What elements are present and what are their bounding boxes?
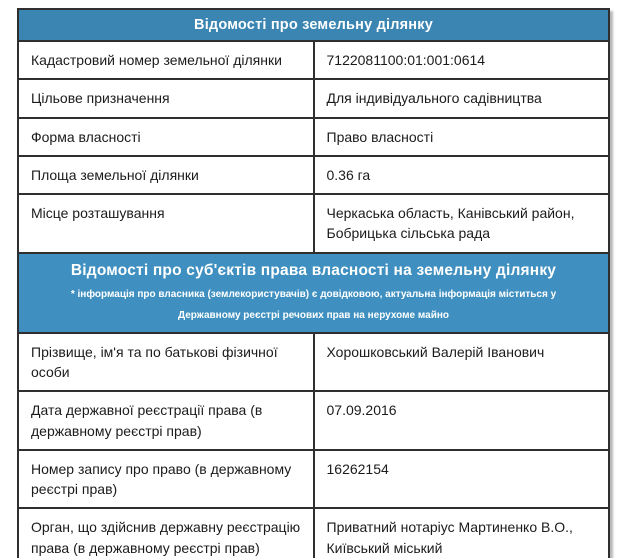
- section1-title: Відомості про земельну ділянку: [194, 17, 433, 33]
- row-label-registration-date: Дата державної реєстрації права (в державному реєстрі прав): [18, 391, 314, 450]
- table-row: [18, 79, 609, 117]
- table-row: [18, 118, 609, 156]
- row-label-owner-name: Прізвище, ім'я та по батькові фізичної особи: [18, 333, 314, 392]
- table-row: [18, 41, 609, 79]
- row-value-purpose: Для індивідуального садівництва: [314, 79, 610, 117]
- row-label-cadastral-number: Кадастровий номер земельної ділянки: [18, 41, 314, 79]
- section2-note: * інформація про власника (землекористувачів) є довідковою, актуальна інформація міститься у Державному реєстрі речових прав на нерухоме майно: [70, 288, 557, 321]
- row-value-cadastral-number: 7122081100:01:001:0614: [314, 41, 610, 79]
- table-row: [18, 508, 609, 558]
- row-label-registration-authority: Орган, що здійснив державну реєстрацію права (в державному реєстрі прав): [18, 508, 314, 558]
- row-value-registration-authority: Приватний нотаріус Мартиненко В.О., Київський міський: [314, 508, 610, 558]
- row-value-registration-date: 07.09.2016: [314, 391, 610, 450]
- row-label-location: Місце розташування: [18, 194, 314, 253]
- table-row: [18, 450, 609, 509]
- section1-header: [18, 9, 609, 41]
- row-label-record-number: Номер запису про право (в державному реєстрі прав): [18, 450, 314, 509]
- table-row: [18, 194, 609, 253]
- row-label-area: Площа земельної ділянки: [18, 156, 314, 194]
- table-row: [18, 333, 609, 392]
- row-value-location: Черкаська область, Канівський район, Бобрицька сільська рада: [314, 194, 610, 253]
- section2-header: [18, 253, 609, 333]
- row-label-purpose: Цільове призначення: [18, 79, 314, 117]
- row-value-record-number: 16262154: [314, 450, 610, 509]
- section2-header-row: [18, 253, 609, 333]
- row-value-area: 0.36 га: [314, 156, 610, 194]
- section2-title: Відомості про суб'єктів права власності на земельну ділянку: [70, 261, 557, 279]
- row-value-ownership-form: Право власності: [314, 118, 610, 156]
- table-row: [18, 391, 609, 450]
- row-label-ownership-form: Форма власності: [18, 118, 314, 156]
- section1-header-row: [18, 9, 609, 41]
- row-value-owner-name: Хорошковський Валерій Іванович: [314, 333, 610, 392]
- land-info-table: [17, 8, 610, 558]
- table-row: [18, 156, 609, 194]
